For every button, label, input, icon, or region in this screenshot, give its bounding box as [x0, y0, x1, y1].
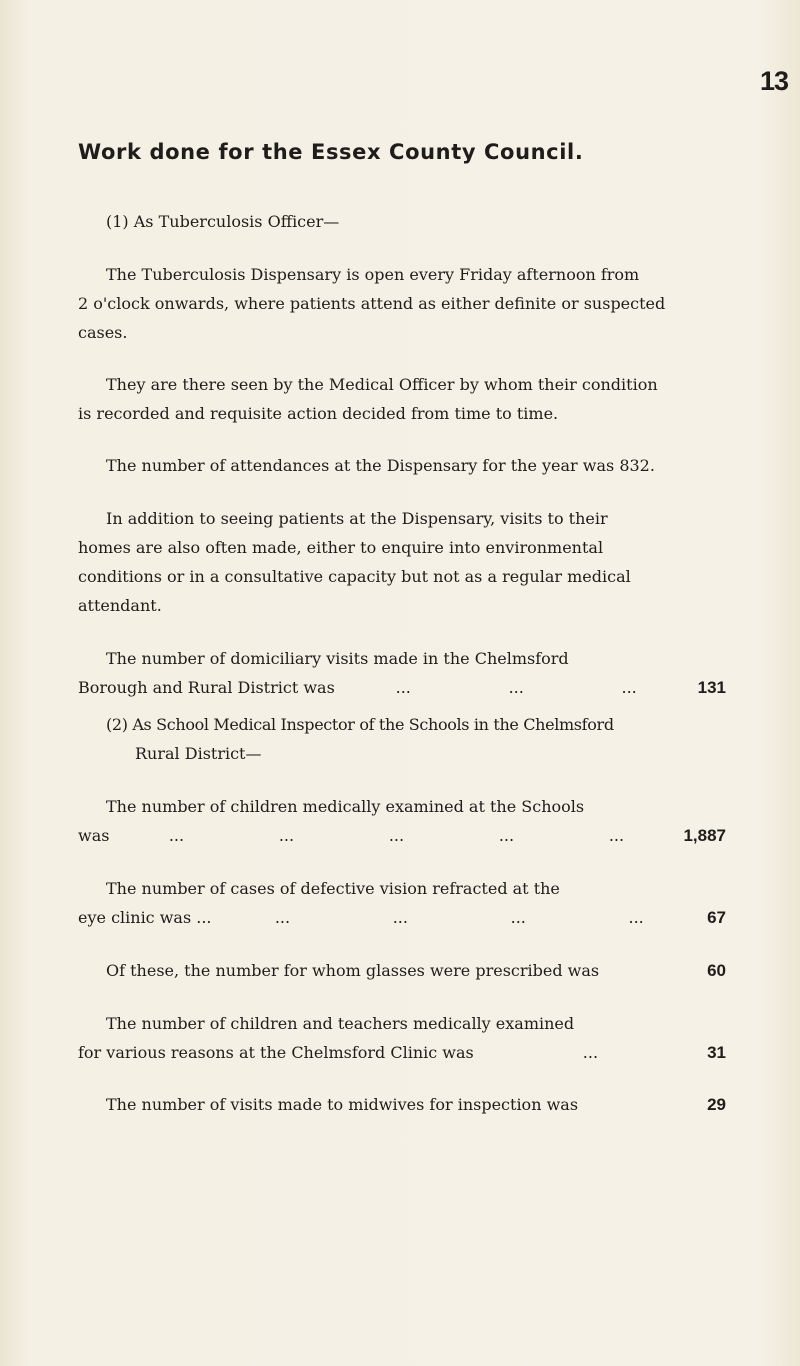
page-number: 13: [760, 66, 789, 96]
leader-dot: ...: [621, 678, 637, 697]
leader-dot: ...: [498, 826, 515, 845]
leader-dot: ...: [395, 678, 411, 697]
leader-dot: ...: [278, 826, 295, 845]
para-4-line-1: In addition to seeing patients at the Dispensary, visits to their: [106, 509, 608, 528]
leader-dot: ...: [510, 908, 526, 927]
section-2-heading-line-2: Rural District—: [135, 744, 262, 763]
leader-dots: [212, 903, 708, 932]
para-1-line-1: The Tuberculosis Dispensary is open every Friday afternoon from: [106, 265, 640, 284]
examined-label: was: [78, 826, 110, 845]
section-1-heading: (1) As Tuberculosis Officer—: [106, 212, 340, 231]
clinic-row: [78, 1038, 726, 1067]
examined-row: [78, 821, 726, 850]
leader-dots: [474, 1038, 707, 1067]
glasses-value: 60: [707, 961, 726, 980]
leader-dot: ...: [508, 678, 524, 697]
para-4-line-2: homes are also often made, either to enquire into environmental: [78, 538, 604, 557]
para-3: The number of attendances at the Dispensary for the year was 832.: [106, 456, 655, 475]
leader-dot: ...: [582, 1043, 599, 1062]
vision-value: 67: [707, 908, 726, 927]
examined-line-1: The number of children medically examined at the Schools: [106, 797, 585, 816]
page-title: Work done for the Essex County Council.: [78, 140, 584, 164]
para-4-line-3: conditions or in a consultative capacity but not as a regular medical: [78, 567, 631, 586]
vision-row: [78, 903, 726, 932]
examined-value: 1,887: [683, 826, 726, 845]
clinic-line-1: The number of children and teachers medically examined: [106, 1014, 575, 1033]
section-2-heading: (2) As School Medical Inspector of the Schools in the Chelmsford: [106, 715, 614, 734]
domiciliary-row: [78, 673, 726, 702]
vision-label: eye clinic was ...: [78, 908, 212, 927]
midwives-value: 29: [707, 1095, 726, 1114]
para-2-line-2: is recorded and requisite action decided from time to time.: [78, 404, 559, 423]
domiciliary-line-1: The number of domiciliary visits made in the Chelmsford: [106, 649, 569, 668]
clinic-label: for various reasons at the Chelmsford Clinic was: [78, 1043, 474, 1062]
para-1-line-2: 2 o'clock onwards, where patients attend as either definite or suspected: [78, 294, 666, 313]
clinic-value: 31: [707, 1043, 726, 1062]
glasses-label: Of these, the number for whom glasses were prescribed was: [106, 961, 600, 980]
leader-dot: ...: [628, 908, 644, 927]
midwives-label: The number of visits made to midwives for inspection was: [106, 1095, 579, 1114]
leader-dot: ...: [388, 826, 405, 845]
leader-dot: ...: [274, 908, 291, 927]
leader-dot: ...: [608, 826, 625, 845]
leader-dots: [335, 673, 698, 702]
para-2-line-1: They are there seen by the Medical Officer by whom their condition: [106, 375, 658, 394]
vision-line-1: The number of cases of defective vision refracted at the: [106, 879, 560, 898]
glasses-row: [106, 956, 726, 985]
para-4-line-4: attendant.: [78, 596, 162, 615]
leader-dot: ...: [168, 826, 185, 845]
domiciliary-label: Borough and Rural District was: [78, 678, 335, 697]
leader-dot: ...: [392, 908, 408, 927]
leader-dots: [109, 821, 683, 850]
domiciliary-value: 131: [697, 678, 726, 697]
midwives-row: [106, 1090, 726, 1119]
para-1-line-3: cases.: [78, 323, 128, 342]
